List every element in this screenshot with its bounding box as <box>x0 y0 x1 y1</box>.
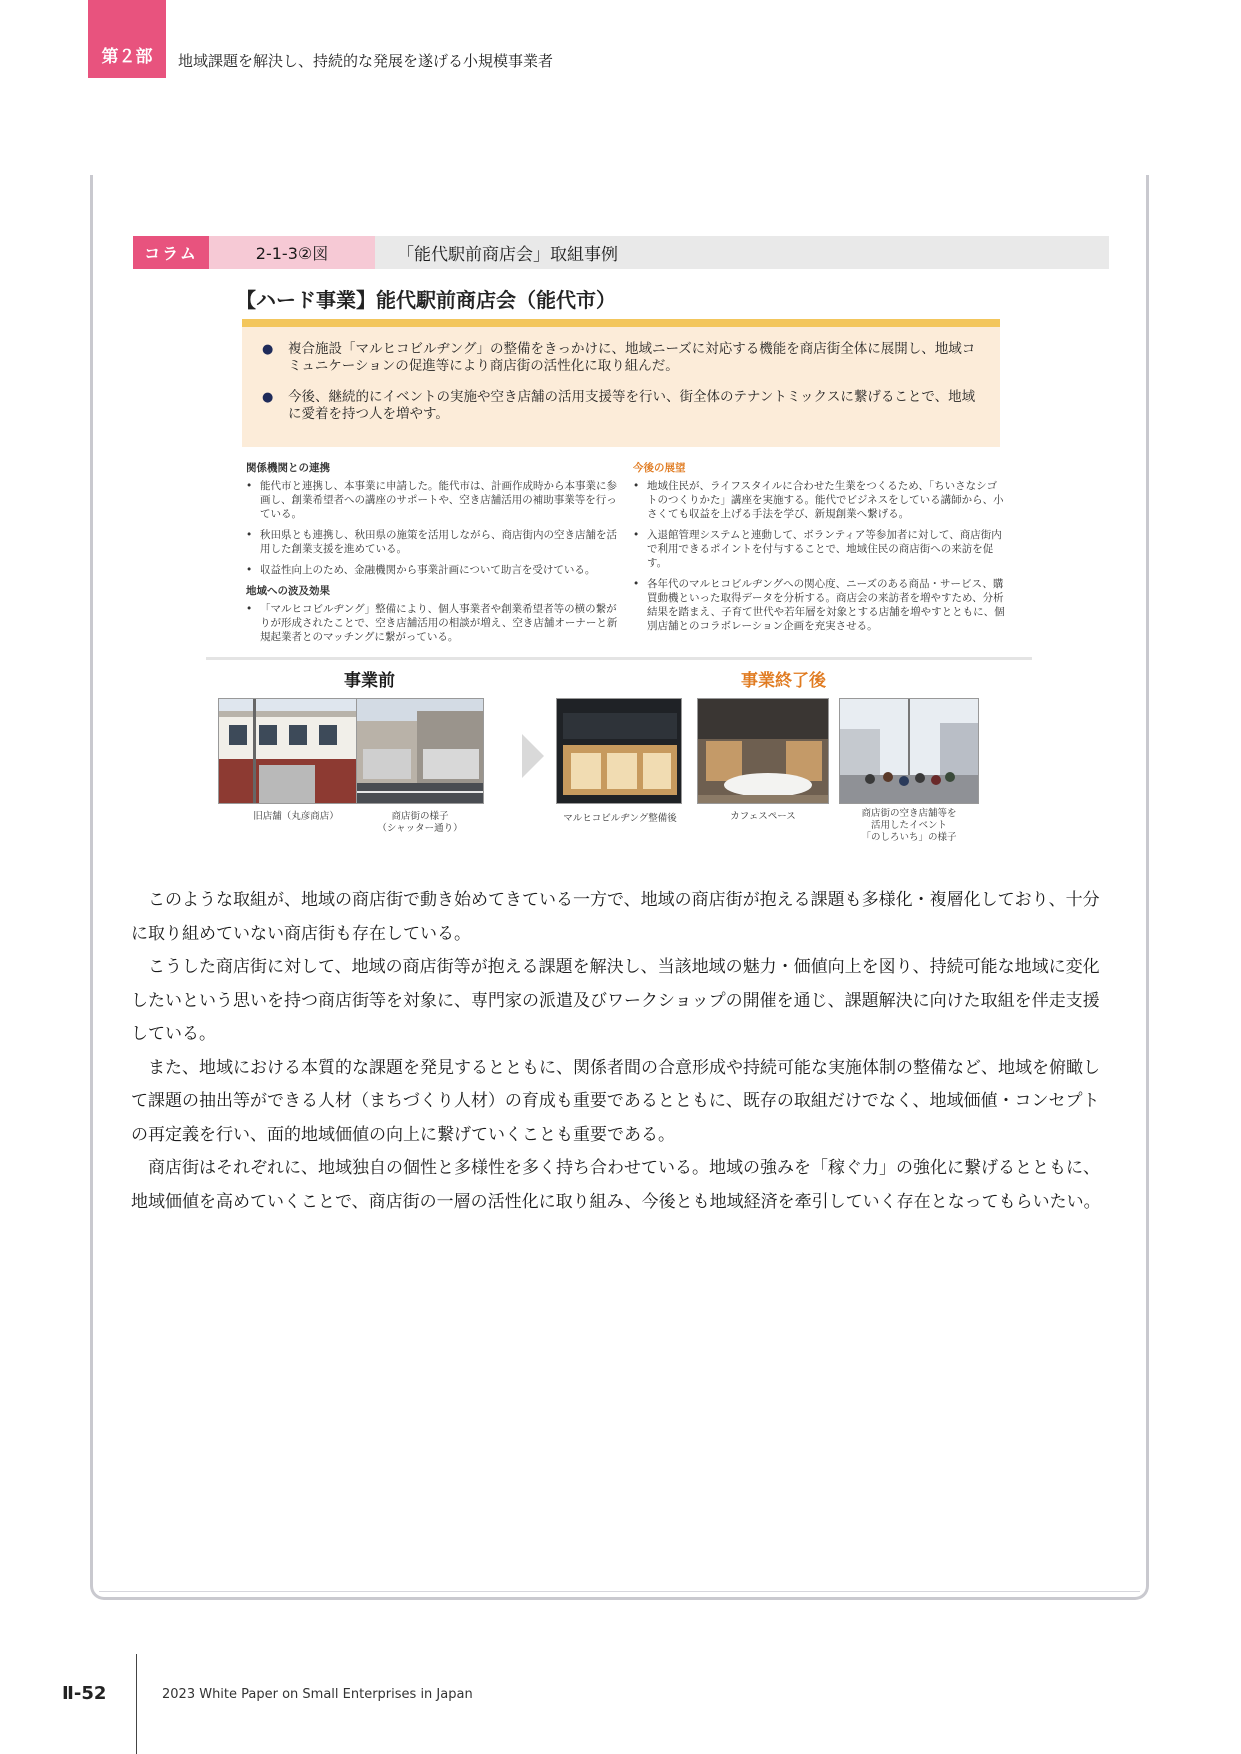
summary-item <box>262 389 984 423</box>
bullet-icon: ● <box>262 390 274 405</box>
right-column <box>619 461 1006 651</box>
photo-old-store <box>218 698 370 804</box>
summary-item <box>262 341 984 375</box>
bullet-icon: ● <box>262 342 274 357</box>
list-item: • 「マルヒコビルヂング」整備により、個人事業者や創業希望者等の横の繋がりが形成されたことで、空き店舗活用の相談が増え、空き店舗オーナーと新規起業者とのマッチングに繋がっている。 <box>246 603 618 643</box>
list-item: • 地域住民が、ライフスタイルに合わせた生業をつくるため、「ちいさなシゴトのつくりかた」講座を実施する。能代でビジネスをしている講師から、小さくても収益を上げる手法を学び、新規創業へ繋げる。 <box>633 480 1004 520</box>
column-header <box>133 236 1109 269</box>
detail-columns <box>246 461 1006 651</box>
before-label: 事業前 <box>344 671 395 691</box>
summary-text: 今後、継続的にイベントの実施や空き店舗の活用支援等を行い、街全体のテナントミックスに繋げることで、地域に愛着を持つ人を増やす。 <box>288 389 976 422</box>
caption-street: 商店街の様子 （シャッター通り） <box>377 811 463 834</box>
list-item: • 入退館管理システムと連動して、ボランティア等参加者に対して、商店街内で利用できるポイントを付与することで、地域住民の商店街への来訪を促す。 <box>633 529 1002 569</box>
body-text <box>131 884 1111 1219</box>
photo-shutter-street <box>356 698 484 804</box>
caption-cafe: カフェスペース <box>730 811 796 822</box>
list-item: • 能代市と連携し、本事業に申請した。能代市は、計画作成時から本事業に参画し、創業希望者への講座のサポートや、空き店舗活用の補助事業等を行っている。 <box>246 480 617 520</box>
page-number: Ⅱ-52 <box>62 1683 107 1704</box>
list-item: • 収益性向上のため、金融機関から事業計画について助言を受けている。 <box>246 564 596 576</box>
caption-event: 商店街の空き店舗等を 活用したイベント 「のしろいち」の様子 <box>861 808 957 843</box>
photo-building <box>556 698 682 804</box>
right-heading: 今後の展望 <box>633 462 686 474</box>
figure-heading: 【ハード事業】能代駅前商店会（能代市） <box>236 288 616 312</box>
photo-event <box>839 698 979 804</box>
divider <box>206 657 1032 660</box>
after-label: 事業終了後 <box>741 671 826 691</box>
footer-title: 2023 White Paper on Small Enterprises in Japan <box>162 1687 473 1702</box>
paragraph: こうした商店街に対して、地域の商店街等が抱える課題を解決し、当該地域の魅力・価値向上を図り、持続可能な地域に変化したいという思いを持つ商店街等を対象に、専門家の派遣及びワークショップの開催を通じ、課題解決に向けた取組を伴走支援している。 <box>131 957 1100 1044</box>
photo-cafe-space <box>697 698 829 804</box>
caption-building: マルヒコビルヂング整備後 <box>563 813 677 824</box>
left-column <box>246 461 619 651</box>
figure-title: 「能代駅前商店会」取組事例 <box>397 245 618 265</box>
paragraph: また、地域における本質的な課題を発見するとともに、関係者間の合意形成や持続可能な実施体制の整備など、地域を俯瞰して課題の抽出等ができる人材（まちづくり人材）の育成も重要であるとともに、既存の取組だけでなく、地域価値・コンセプトの再定義を行い、面的地域価値の向上に繋げていくことも重要である。 <box>131 1057 1100 1145</box>
paragraph: 商店街はそれぞれに、地域独自の個性と多様性を多く持ち合わせている。地域の強みを「稼ぐ力」の強化に繋げるとともに、地域価値を高めていくことで、商店街の一層の活性化に取り組み、今後とも地域経済を牽引していく存在となってもらいたい。 <box>131 1158 1101 1212</box>
part-tab <box>88 0 166 78</box>
left-heading-1: 関係機関との連携 <box>246 462 330 474</box>
part-label: 第２部 <box>101 47 153 67</box>
summary-text: 複合施設「マルヒコビルヂング」の整備をきっかけに、地域ニーズに対応する機能を商店街全体に展開し、地域コミュニケーションの促進等により商店街の活性化に取り組んだ。 <box>288 341 976 374</box>
figure-number: 2-1-3②図 <box>209 236 375 269</box>
summary-box <box>242 319 1000 447</box>
figure <box>206 284 1038 841</box>
list-item: • 秋田県とも連携し、秋田県の施策を活用しながら、商店街内の空き店舗を活用した創業支援を進めている。 <box>246 529 617 555</box>
paragraph: このような取組が、地域の商店街で動き始めてきている一方で、地域の商店街が抱える課題も多様化・複層化しており、十分に取り組めていない商店街も存在している。 <box>131 890 1100 944</box>
footer-divider <box>136 1654 137 1754</box>
column-tag: コラム <box>133 236 209 269</box>
left-heading-2: 地域への波及効果 <box>246 585 330 597</box>
caption-old-store: 旧店舗（丸彦商店） <box>253 811 339 822</box>
part-title: 地域課題を解決し、持続的な発展を遂げる小規模事業者 <box>178 52 554 70</box>
photo-strip <box>206 666 1038 841</box>
list-item: • 各年代のマルヒコビルヂングへの関心度、ニーズのある商品・サービス、購買動機といった取得データを分析する。商店会の来訪者を増やすため、分析結果を踏まえ、子育て世代や若年層を対象とする店舗を増やすとともに、個別店舗とのコラボレーション企画を充実させる。 <box>633 578 1005 632</box>
arrow-right-icon <box>522 734 544 778</box>
